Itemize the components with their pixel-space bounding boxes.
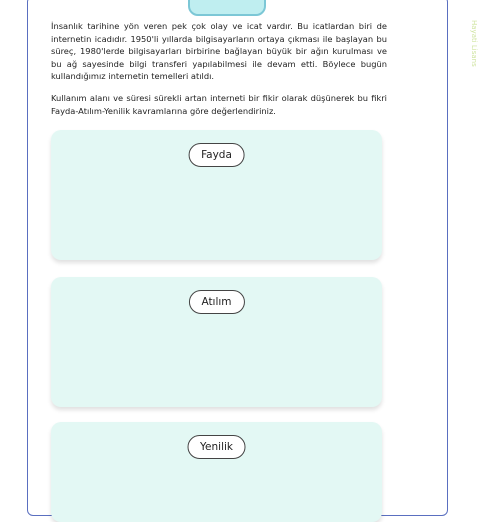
fayda-answer-box[interactable] bbox=[51, 130, 382, 260]
intro-paragraph: İnsanlık tarihine yön veren pek çok olay ve icat vardır. Bu icatlardan biri de internetin icadıdır. 1950'li yıllarda bilgisayarların ortaya çıkması ile başlayan bu süreç, 1980'lerde bilgisayarları birbirine bağlayan büyük bir ağın kurulması ve bu ağ sayesinde bilgi transferi yapılabilmesi ile devam etti. Böylece bugün kullandığımız internetin temelleri atıldı. bbox=[51, 21, 387, 82]
header-tab bbox=[188, 0, 266, 16]
yenilik-answer-box[interactable] bbox=[51, 422, 382, 522]
side-label: Hayati Lisans bbox=[470, 20, 478, 67]
instruction-paragraph: Kullanım alanı ve süresi sürekli artan interneti bir fikir olarak düşünerek bu fikri Fayda-Atılım-Yenilik kavramlarına göre değerlendiriniz. bbox=[51, 93, 387, 116]
fayda-label: Fayda bbox=[188, 143, 245, 167]
atilim-label: Atılım bbox=[188, 290, 244, 314]
atilim-answer-box[interactable] bbox=[51, 277, 382, 407]
yenilik-label: Yenilik bbox=[187, 435, 246, 459]
